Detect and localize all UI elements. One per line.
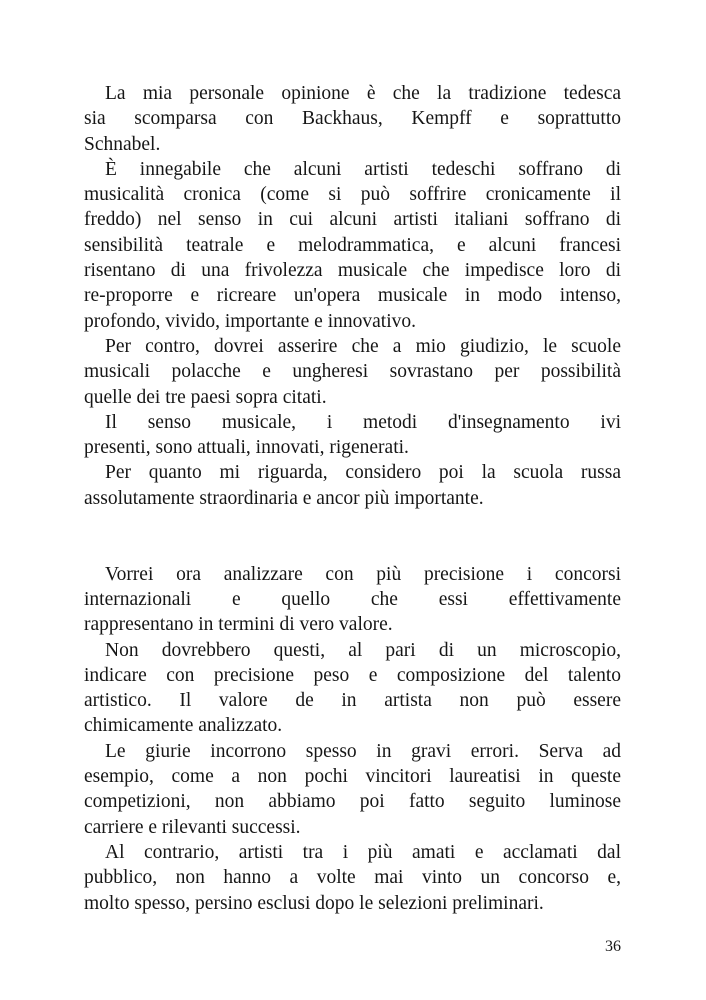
text-line: re-proporre e ricreare un'opera musicale in modo intenso, [84,285,621,307]
text-line: Non dovrebbero questi, al pari di un microscopio, [105,639,621,661]
paragraph [84,638,621,739]
text-line: sia scomparsa con Backhaus, Kempff e soprattutto [84,108,621,130]
text-line: Schnabel. [84,133,161,155]
text-line: È innegabile che alcuni artisti tedeschi soffrano di [105,158,621,180]
paragraph [84,840,621,916]
text-line: musicali polacche e ungheresi sovrastano per possibilità [84,361,621,383]
text-line: artistico. Il valore de in artista non può essere [84,690,621,712]
text-line: profondo, vivido, importante e innovativo. [84,310,416,332]
body-text [84,81,621,916]
text-line: Per quanto mi riguarda, considero poi la scuola russa [105,462,621,484]
text-line: pubblico, non hanno a volte mai vinto un concorso e, [84,867,621,889]
text-line: musicalità cronica (come si può soffrire cronicamente il [84,184,621,206]
text-line: chimicamente analizzato. [84,715,283,737]
text-line: sensibilità teatrale e melodrammatica, e alcuni francesi [84,234,621,256]
text-line: indicare con precisione peso e composizione del talento [84,664,621,686]
text-line: risentano di una frivolezza musicale che impedisce loro di [84,260,621,282]
paragraph [84,739,621,840]
paragraph [84,562,621,638]
paragraph [84,334,621,410]
paragraph [84,410,621,461]
text-line: presenti, sono attuali, innovati, rigenerati. [84,437,409,459]
text-line: rappresentano in termini di vero valore. [84,614,393,636]
text-line: Il senso musicale, i metodi d'insegnamento ivi [105,411,621,433]
text-line: quelle dei tre paesi sopra citati. [84,386,327,408]
text-line: internazionali e quello che essi effettivamente [84,588,621,610]
text-line: Per contro, dovrei asserire che a mio giudizio, le scuole [105,335,621,357]
paragraph [84,81,621,157]
text-line: Vorrei ora analizzare con più precisione i concorsi [105,563,621,585]
text-line: esempio, come a non pochi vincitori laureatisi in queste [84,766,621,788]
paragraph-gap [84,511,621,562]
page-number: 36 [605,938,621,955]
paragraph [84,157,621,334]
text-line: freddo) nel senso in cui alcuni artisti italiani soffrano di [84,209,621,231]
text-line: assolutamente straordinaria e ancor più importante. [84,487,484,509]
text-line: La mia personale opinione è che la tradizione tedesca [105,83,621,104]
paragraph [84,460,621,511]
text-line: molto spesso, persino esclusi dopo le selezioni preliminari. [84,892,544,914]
text-line: competizioni, non abbiamo poi fatto seguito luminose [84,791,621,813]
text-line: Le giurie incorrono spesso in gravi errori. Serva ad [105,740,621,762]
text-line: carriere e rilevanti successi. [84,816,301,838]
text-line: Al contrario, artisti tra i più amati e acclamati dal [105,841,621,863]
